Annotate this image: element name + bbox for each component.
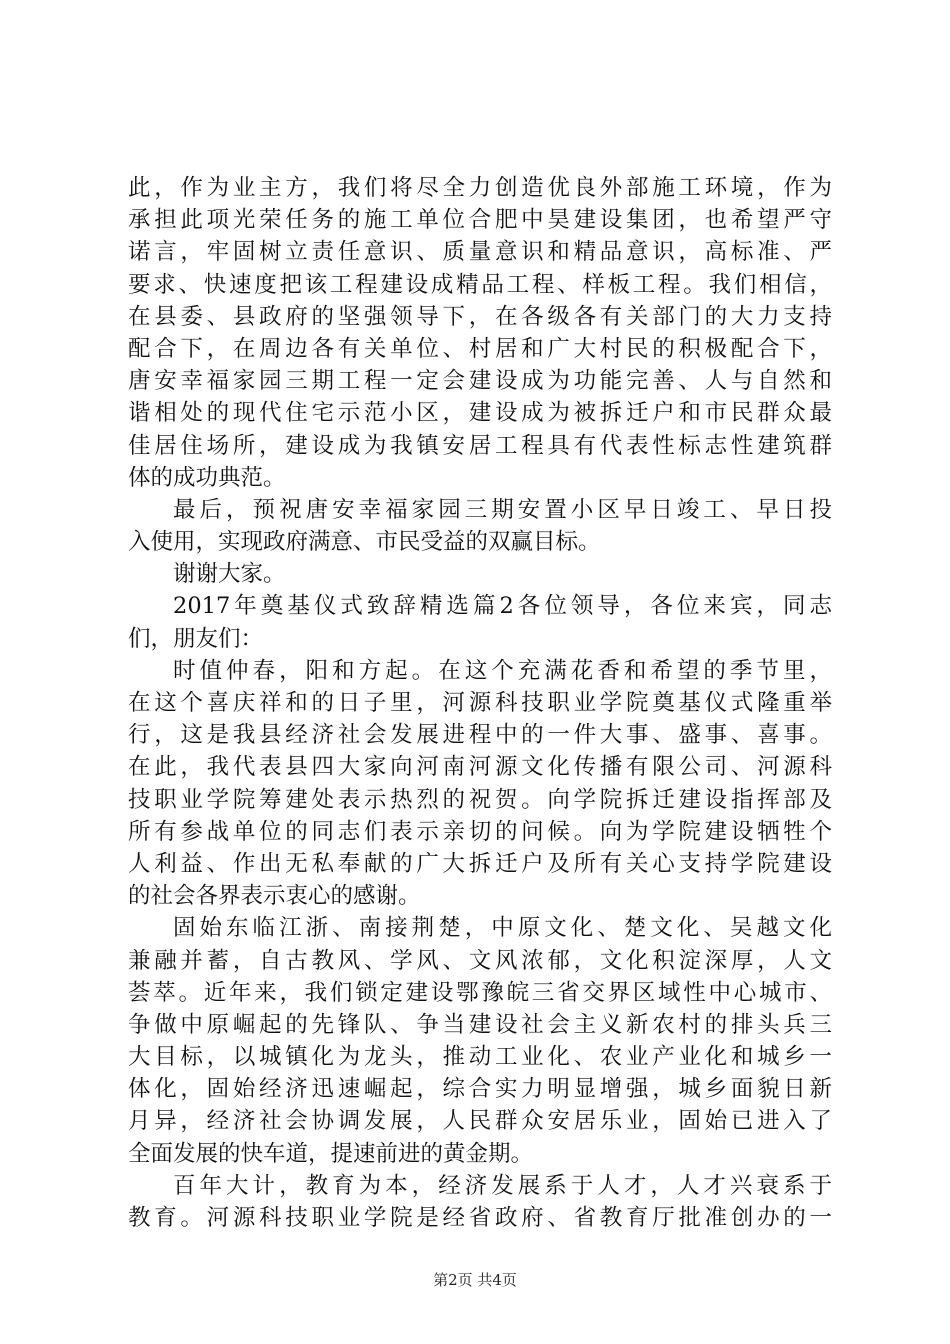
text-line: 佳居住场所，建设成为我镇安居工程具有代表性标志性建筑群 bbox=[128, 432, 832, 459]
text-line: 体的成功典范。 bbox=[128, 464, 286, 491]
text-line: 在县委、县政府的坚强领导下，在各级各有关部门的大力支持 bbox=[128, 303, 832, 330]
text-line: 行，这是我县经济社会发展进程中的一件大事、盛事、喜事。 bbox=[128, 722, 832, 749]
text-line: 时值仲春，阳和方起。在这个充满花香和希望的季节里， bbox=[173, 657, 832, 684]
text-line: 技职业学院筹建处表示热烈的祝贺。向学院拆迁建设指挥部及 bbox=[128, 786, 832, 813]
text-line: 要求、快速度把该工程建设成精品工程、样板工程。我们相信， bbox=[128, 271, 832, 298]
paragraph bbox=[128, 590, 832, 654]
paragraph bbox=[128, 912, 832, 1170]
text-line: 体化，固始经济迅速崛起，综合实力明显增强，城乡面貌日新 bbox=[128, 1076, 832, 1103]
text-line: 大目标，以城镇化为龙头，推动工业化、农业产业化和城乡一 bbox=[128, 1044, 832, 1071]
paragraph bbox=[128, 558, 832, 590]
text-line: 兼融并蓄，自古教风、学风、文风浓郁，文化积淀深厚，人文 bbox=[128, 947, 832, 974]
text-line: 唐安幸福家园三期工程一定会建设成为功能完善、人与自然和 bbox=[128, 368, 832, 395]
text-line: 2017年奠基仪式致辞精选篇2各位领导，各位来宾，同志 bbox=[173, 593, 832, 620]
text-line: 月异，经济社会协调发展，人民群众安居乐业，固始已进入了 bbox=[128, 1108, 832, 1135]
text-line: 在这个喜庆祥和的日子里，河源科技职业学院奠基仪式隆重举 bbox=[128, 690, 832, 716]
page-footer: 第2页 共4页 bbox=[433, 1271, 517, 1289]
paragraph bbox=[128, 494, 832, 558]
paragraph bbox=[128, 172, 832, 494]
text-line: 人利益、作出无私奉献的广大拆迁户及所有关心支持学院建设 bbox=[128, 850, 832, 877]
text-line: 所有参战单位的同志们表示亲切的问候。向为学院建设牺牲个 bbox=[128, 818, 832, 845]
text-line: 百年大计，教育为本，经济发展系于人才，人才兴衰系于 bbox=[173, 1172, 832, 1199]
paragraph bbox=[128, 655, 832, 913]
text-line: 教育。河源科技职业学院是经省政府、省教育厅批准创办的一 bbox=[128, 1205, 832, 1231]
text-line: 入使用，实现政府满意、市民受益的双赢目标。 bbox=[128, 529, 601, 556]
text-line: 在此，我代表县四大家向河南河源文化传播有限公司、河源科 bbox=[128, 754, 832, 781]
text-line: 谐相处的现代住宅示范小区，建设成为被拆迁户和市民群众最 bbox=[128, 400, 832, 427]
text-line: 们，朋友们： bbox=[128, 625, 264, 652]
text-line: 谢谢大家。 bbox=[173, 561, 286, 588]
text-line: 此，作为业主方，我们将尽全力创造优良外部施工环境，作为 bbox=[128, 175, 832, 201]
text-line: 承担此项光荣任务的施工单位合肥中昊建设集团，也希望严守 bbox=[128, 207, 832, 234]
text-line: 争做中原崛起的先锋队、争当建设社会主义新农村的排头兵三 bbox=[128, 1011, 832, 1038]
text-line: 诺言，牢固树立责任意识、质量意识和精品意识，高标准、严 bbox=[128, 239, 832, 266]
text-line: 荟萃。近年来，我们锁定建设鄂豫皖三省交界区域性中心城市、 bbox=[128, 979, 832, 1006]
text-line: 全面发展的快车道，提速前进的黄金期。 bbox=[128, 1140, 534, 1167]
text-line: 固始东临江浙、南接荆楚，中原文化、楚文化、吴越文化 bbox=[173, 915, 832, 942]
text-line: 配合下，在周边各有关单位、村居和广大村民的积极配合下， bbox=[128, 335, 832, 362]
text-line: 的社会各界表示衷心的感谢。 bbox=[128, 883, 421, 910]
body-text bbox=[128, 172, 832, 1234]
text-line: 最后，预祝唐安幸福家园三期安置小区早日竣工、早日投 bbox=[173, 496, 832, 523]
paragraph bbox=[128, 1170, 832, 1234]
